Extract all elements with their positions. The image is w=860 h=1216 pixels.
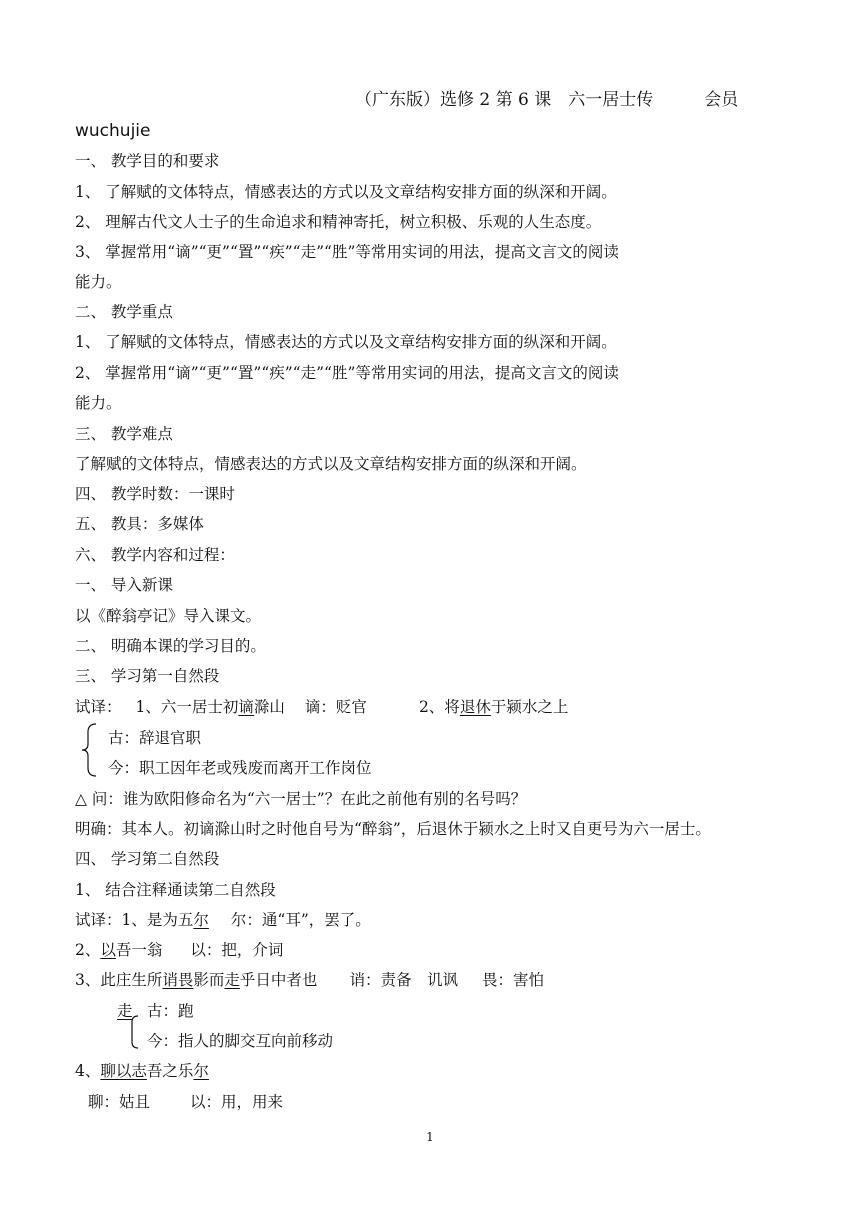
- text-line: 能力。: [75, 394, 122, 412]
- gloss: 聊：姑且: [88, 1093, 151, 1111]
- answer-line: 明确：其本人。初谪滁山时之时他自号为“醉翁”，后退休于颍水之上时又自更号为六一居士。: [75, 820, 711, 838]
- brace-icon: [124, 1014, 142, 1050]
- phrase: 2、将: [418, 698, 460, 716]
- phrase: 乎日中者也: [239, 971, 318, 989]
- phrase: 影而: [193, 971, 225, 989]
- modern-meaning: 今：指人的脚交互向前移动: [147, 1032, 334, 1050]
- text-line: 以《醉翁亭记》导入课文。: [75, 607, 262, 625]
- section-heading: 四、 学习第二自然段: [75, 850, 220, 868]
- phrase: 吾之乐: [146, 1062, 194, 1080]
- phrase: 试译：1、是为五: [75, 911, 194, 929]
- phrase: 1、六一居士初: [135, 698, 239, 716]
- phrase: 吾一翁: [115, 941, 163, 959]
- underlined-word: 尔: [193, 911, 209, 929]
- text-line: 1、 了解赋的文体特点，情感表达的方式以及文章结构安排方面的纵深和开阔。: [75, 183, 617, 201]
- gloss: 以：用，用来: [190, 1093, 284, 1111]
- section-heading: 六、 教学内容和过程：: [75, 546, 235, 564]
- section-heading: 二、 教学重点: [75, 303, 173, 321]
- underlined-word: 以: [100, 941, 116, 959]
- text-line: 2、 理解古代文人士子的生命追求和精神寄托，树立积极、乐观的人生态度。: [75, 213, 602, 231]
- section-heading: 二、 明确本课的学习目的。: [75, 637, 266, 655]
- section-heading: 三、 学习第一自然段: [75, 667, 220, 685]
- translation-line: [75, 940, 283, 960]
- key-word: 走: [117, 1002, 133, 1020]
- ancient-meaning: 古：辞退官职: [108, 729, 202, 747]
- phrase: 滁山: [253, 698, 285, 716]
- gloss: 诮：责备 讥讽: [349, 971, 458, 989]
- gloss: 以：把，介词: [190, 941, 284, 959]
- section-heading: 四、 教学时数：一课时: [75, 485, 235, 503]
- underlined-word: 诮畏: [162, 971, 194, 989]
- text-line: 1、 结合注释通读第二自然段: [75, 881, 276, 899]
- text-line: 2、 掌握常用“谪”“更”“置”“疾”“走”“胜”等常用实词的用法，提高文言文的阅读: [75, 364, 619, 382]
- gloss: 谪：贬官: [304, 698, 367, 716]
- page-number: 1: [426, 1130, 434, 1144]
- section-heading: 三、 教学难点: [75, 425, 173, 443]
- section-heading: 五、 教具：多媒体: [75, 515, 204, 533]
- document-title: （广东版）选修 2 第 6 课 六一居士传 会员: [355, 90, 739, 110]
- text-line: 3、 掌握常用“谪”“更”“置”“疾”“走”“胜”等常用实词的用法，提高文言文的阅读: [75, 243, 619, 261]
- translation-line: [75, 910, 371, 930]
- underlined-word: 走: [224, 971, 240, 989]
- modern-meaning: 今：职工因年老或残废而离开工作岗位: [108, 759, 372, 777]
- gloss: 畏：害怕: [481, 971, 544, 989]
- underlined-word: 谪: [238, 698, 254, 716]
- text-line: 了解赋的文体特点，情感表达的方式以及文章结构安排方面的纵深和开阔。: [75, 455, 587, 473]
- phrase: 2、: [75, 941, 101, 959]
- translation-line: [75, 1061, 209, 1081]
- text-line: 能力。: [75, 273, 122, 291]
- gloss: 尔：通“耳”，罢了。: [230, 911, 371, 929]
- translation-line: [75, 697, 568, 717]
- phrase: 3、此庄生所: [75, 971, 163, 989]
- ancient-meaning: 古：跑: [147, 1002, 194, 1020]
- phrase: 4、: [75, 1062, 101, 1080]
- section-heading: 一、 导入新课: [75, 576, 173, 594]
- question-line: △ 问：谁为欧阳修命名为“六一居士”？在此之前他有别的名号吗？: [75, 790, 527, 808]
- underlined-word: 尔: [193, 1062, 209, 1080]
- brace-icon: [80, 722, 98, 778]
- translation-line: [75, 970, 544, 990]
- underlined-word: 退休: [459, 698, 491, 716]
- underlined-word: 聊以志: [100, 1062, 147, 1080]
- author-name: wuchujie: [75, 121, 151, 141]
- text-line: 1、 了解赋的文体特点，情感表达的方式以及文章结构安排方面的纵深和开阔。: [75, 333, 617, 351]
- gloss-line: [88, 1092, 283, 1112]
- translation-label: 试译：: [75, 698, 122, 716]
- phrase: 于颍水之上: [490, 698, 569, 716]
- section-heading: 一、 教学目的和要求: [75, 152, 220, 170]
